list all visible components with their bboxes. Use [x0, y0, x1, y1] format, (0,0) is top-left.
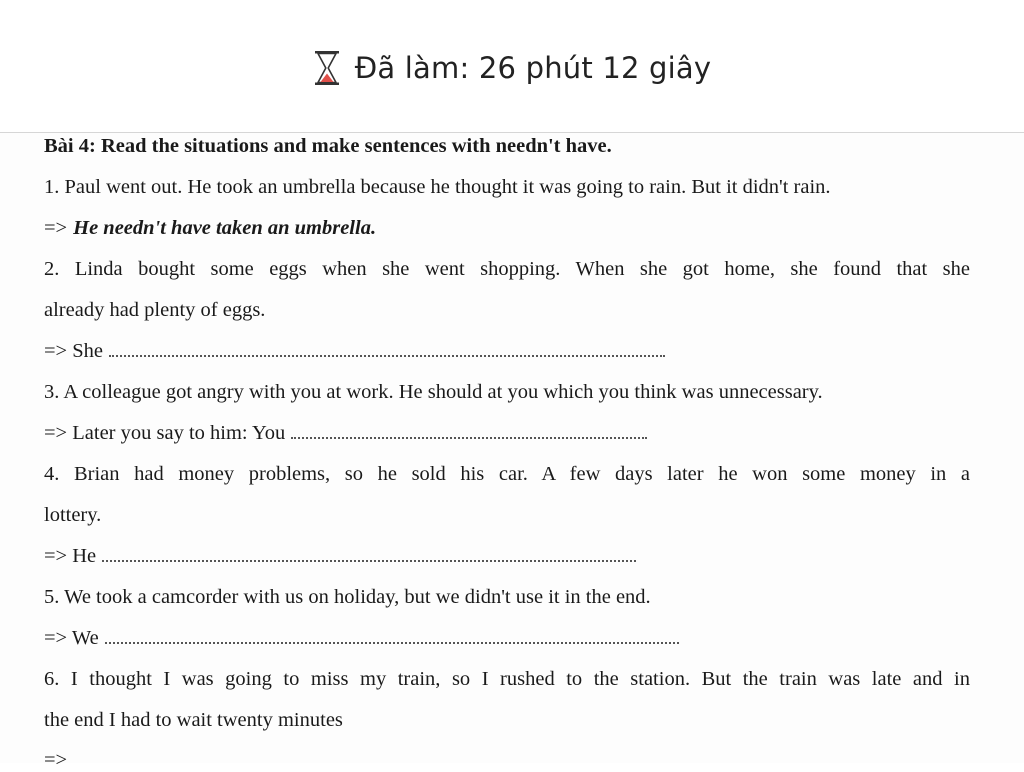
hourglass-icon: [313, 50, 341, 86]
answer-3-prefix: => Later you say to him: You: [44, 422, 286, 444]
answer-2-prefix: => She: [44, 340, 103, 362]
answer-3-blank[interactable]: [291, 423, 647, 439]
answer-6-line: [44, 749, 73, 772]
question-3-text: 3. A colleague got angry with you at work. He should at you which you think was unnecessary.: [44, 381, 823, 403]
exercise-document: [0, 133, 1024, 771]
answer-5-blank[interactable]: [105, 628, 679, 644]
answer-1-text: He needn't have taken an umbrella.: [73, 217, 377, 239]
header-bar: [0, 0, 1024, 132]
question-6-text-line1: 6. I thought I was going to miss my train, so I rushed to the station. But the train was late and in: [44, 668, 970, 690]
answer-6-prefix: =>: [44, 749, 68, 771]
answer-4-line: [44, 545, 636, 568]
answer-5-prefix: => We: [44, 627, 99, 649]
exercise-title: Bài 4: Read the situations and make sentences with needn't have.: [44, 135, 612, 157]
question-5-text: 5. We took a camcorder with us on holiday, but we didn't use it in the end.: [44, 586, 651, 608]
answer-4-prefix: => He: [44, 545, 97, 567]
answer-4-blank[interactable]: [102, 546, 636, 562]
answer-1-prefix: =>: [44, 217, 68, 239]
question-4-text-line1: 4. Brian had money problems, so he sold his car. A few days later he won some money in a: [44, 463, 970, 485]
answer-3-line: [44, 422, 647, 445]
elapsed-timer: [0, 46, 1024, 90]
answer-2-blank[interactable]: [109, 341, 665, 357]
answer-2-line: [44, 340, 665, 363]
question-2-text-line2: already had plenty of eggs.: [44, 299, 266, 321]
question-4-text-line2: lottery.: [44, 504, 102, 526]
answer-5-line: [44, 627, 679, 650]
question-1-text: 1. Paul went out. He took an umbrella because he thought it was going to rain. But it didn't rain.: [44, 176, 831, 198]
question-6-text-line2: the end I had to wait twenty minutes: [44, 709, 343, 731]
timer-text: Đã làm: 26 phút 12 giây: [354, 51, 712, 85]
question-2-text-line1: 2. Linda bought some eggs when she went shopping. When she got home, she found that she: [44, 258, 970, 280]
answer-1-line: [44, 217, 376, 240]
